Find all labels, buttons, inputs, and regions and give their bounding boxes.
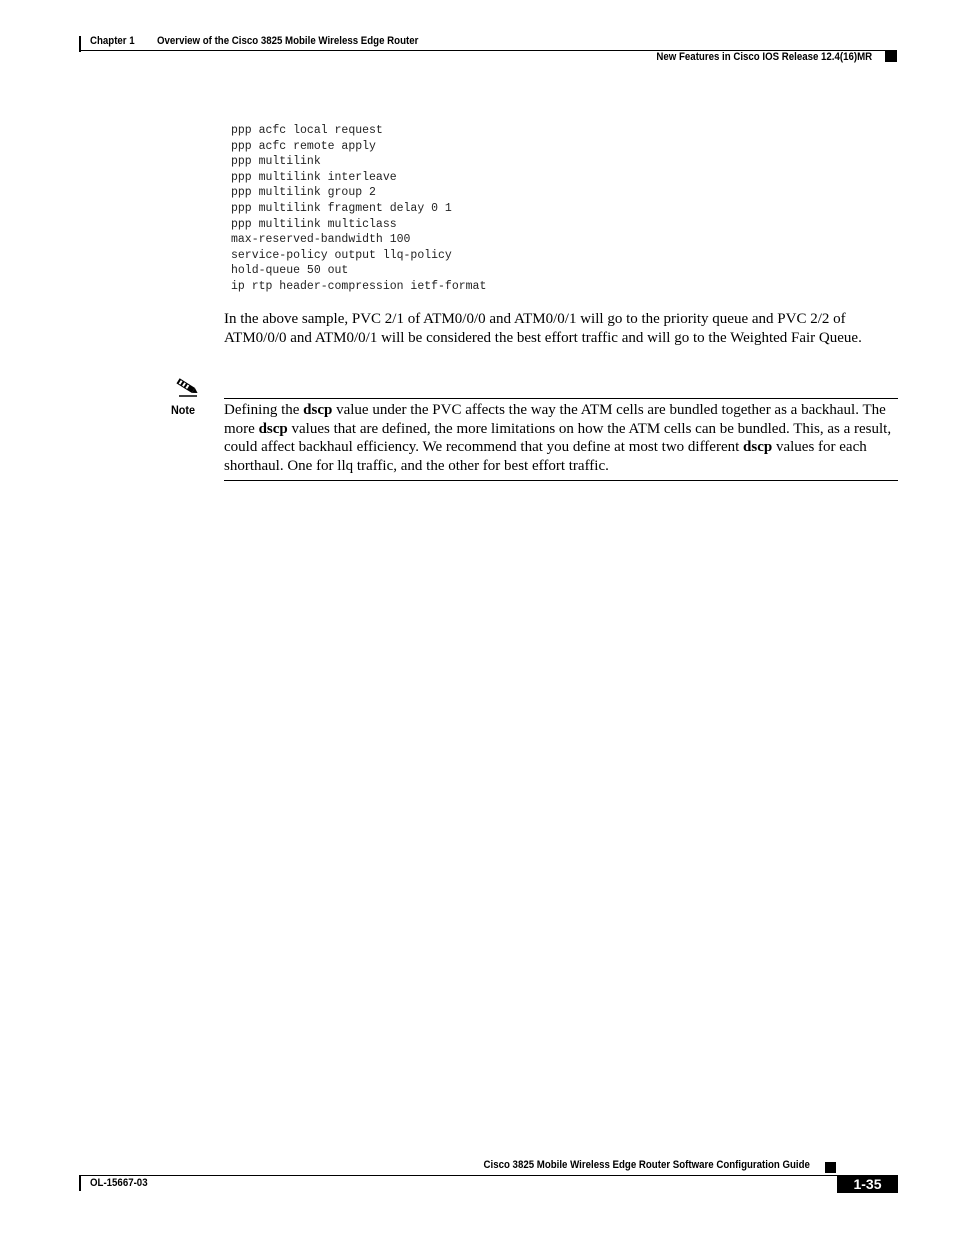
code-line: service-policy output llq-policy [231, 248, 452, 262]
keyword-dscp: dscp [258, 420, 288, 437]
chapter-title: Overview of the Cisco 3825 Mobile Wireless Edge Router [157, 35, 419, 47]
code-line: ppp multilink multiclass [231, 217, 397, 231]
code-line: ip rtp header-compression ietf-format [231, 279, 487, 293]
keyword-dscp: dscp [303, 402, 333, 418]
code-line: ppp multilink group 2 [231, 186, 376, 200]
note-bottom-rule [224, 480, 898, 481]
footer-rule [79, 1175, 897, 1176]
header-marker-square [885, 51, 897, 62]
note-text: Defining the dscp value under the PVC affects the way the ATM cells are bundled together as a backhaul. The more dscp values that are defined, the more limitations on how the ATM cells can be bundled. This, as a result, could affect backhaul efficiency. We recommend that you define at most two different dscp values for each shorthaul. One for llq traffic, and the other for best effort traffic. [224, 402, 892, 475]
footer-left-bar [79, 1175, 81, 1191]
code-line: ppp multilink fragment delay 0 1 [231, 201, 452, 215]
code-line: max-reserved-bandwidth 100 [231, 233, 411, 247]
code-line: hold-queue 50 out [231, 264, 349, 278]
section-title: New Features in Cisco IOS Release 12.4(16)MR [656, 51, 872, 63]
code-line: ppp acfc remote apply [231, 139, 376, 153]
document-number: OL-15667-03 [90, 1177, 148, 1189]
footer-guide-title: Cisco 3825 Mobile Wireless Edge Router Software Configuration Guide [483, 1159, 810, 1171]
code-line: ppp acfc local request [231, 124, 383, 137]
note-top-rule [224, 398, 898, 399]
code-block [231, 123, 486, 295]
pencil-note-icon [173, 376, 199, 398]
chapter-label: Chapter 1 [90, 35, 135, 47]
code-line: ppp multilink interleave [231, 170, 397, 184]
keyword-dscp: dscp [743, 439, 773, 456]
page-number: 1-35 [837, 1175, 898, 1193]
code-line: ppp multilink [231, 155, 321, 169]
body-paragraph: In the above sample, PVC 2/1 of ATM0/0/0 and ATM0/0/1 will go to the priority queue and PVC 2/2 of ATM0/0/0 and ATM0/0/1 will be considered the best effort traffic and will go to the Weighted Fair Queue. [224, 311, 862, 346]
footer-marker-square [825, 1162, 836, 1173]
note-label: Note [171, 403, 196, 417]
